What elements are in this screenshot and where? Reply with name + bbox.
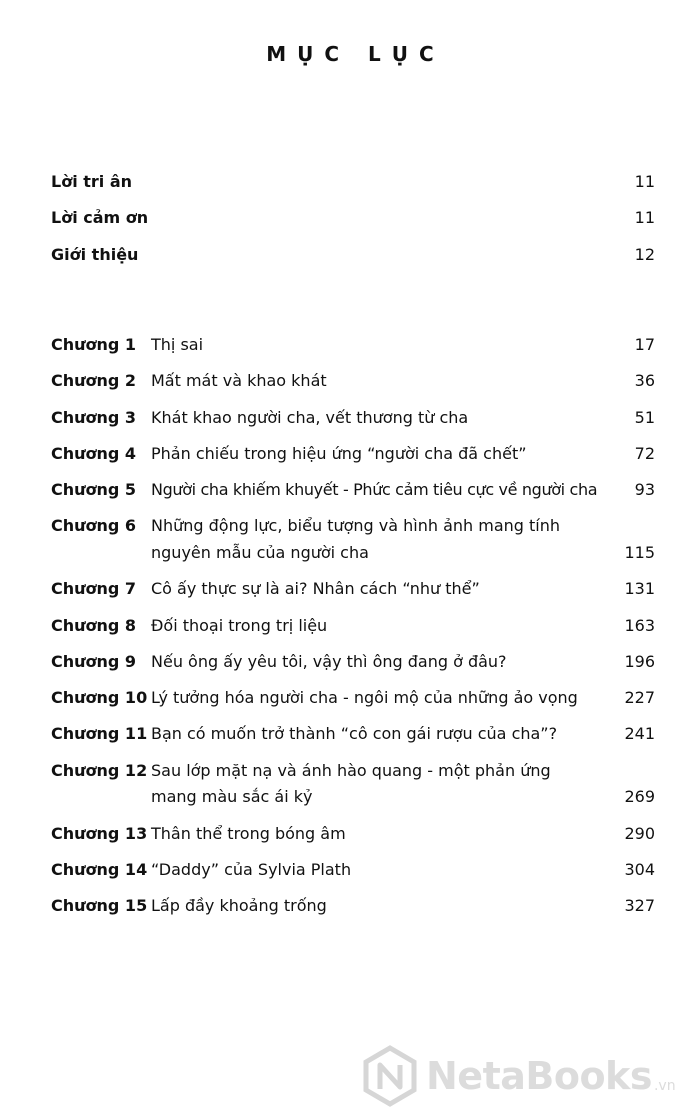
toc-entry-acknowledgment[interactable] — [51, 172, 655, 208]
chapter-label: Chương 1 — [51, 335, 137, 354]
chapter-label: Chương 6 — [51, 516, 137, 536]
chapter-title: Mất mát và khao khát — [151, 371, 327, 391]
toc-entry-introduction[interactable] — [51, 245, 655, 281]
toc-entry-label: Lời cảm ơn — [51, 208, 149, 228]
chapter-label: Chương 7 — [51, 579, 137, 599]
toc-entry-chapter-10[interactable] — [51, 685, 655, 712]
watermark-brand: NetaBooks — [426, 1054, 652, 1098]
front-matter-list — [51, 172, 655, 281]
chapter-page: 163 — [624, 615, 655, 635]
toc-entry-chapter-7[interactable] — [51, 576, 655, 603]
netabooks-watermark — [362, 1040, 676, 1112]
chapter-label: Chương 8 — [51, 615, 137, 635]
chapter-label: Chương 2 — [51, 371, 137, 391]
chapter-label: Chương 3 — [51, 407, 137, 427]
chapter-page: 51 — [634, 407, 655, 427]
chapter-title: Bạn có muốn trở thành “cô con gái rượu của cha”? — [151, 724, 558, 744]
chapter-label: Chương 10 — [51, 688, 148, 708]
chapter-title: Những động lực, biểu tượng và hình ảnh mang tính nguyên mẫu của người cha — [151, 516, 561, 562]
chapter-title: Đối thoại trong trị liệu — [151, 615, 328, 635]
chapter-title: Sau lớp mặt nạ và ánh hào quang - một phản ứng mang màu sắc ái kỷ — [151, 760, 551, 807]
chapter-page: 227 — [624, 688, 655, 708]
chapter-page: 290 — [624, 823, 655, 843]
chapter-title: Lý tưởng hóa người cha - ngôi mộ của những ảo vọng — [151, 688, 578, 708]
toc-entry-chapter-14[interactable] — [51, 857, 655, 884]
toc-entry-chapter-4[interactable] — [51, 441, 655, 468]
chapter-label: Chương 4 — [51, 443, 137, 463]
chapter-title: Người cha khiếm khuyết - Phức cảm tiêu cực về người cha — [151, 480, 598, 500]
chapter-title: “Daddy” của Sylvia Plath — [151, 859, 352, 879]
chapter-title: Lấp đầy khoảng trống — [151, 896, 327, 916]
watermark-suffix: .vn — [653, 1078, 676, 1094]
toc-entry-chapter-3[interactable] — [51, 405, 655, 432]
chapter-label: Chương 12 — [51, 760, 148, 780]
chapter-page: 327 — [624, 896, 655, 916]
chapter-page: 241 — [624, 724, 655, 744]
toc-entry-chapter-5[interactable] — [51, 477, 655, 504]
page-title: MỤC LỤC — [266, 42, 445, 66]
chapter-page: 72 — [634, 443, 655, 463]
chapter-label: Chương 5 — [51, 480, 137, 500]
chapter-title: Khát khao người cha, vết thương từ cha — [151, 407, 469, 427]
chapter-title: Phản chiếu trong hiệu ứng “người cha đã chết” — [151, 443, 527, 463]
chapter-title: Thị sai — [151, 335, 204, 354]
toc-entry-chapter-11[interactable] — [51, 721, 655, 748]
toc-entry-thanks[interactable] — [51, 208, 655, 244]
chapter-label: Chương 13 — [51, 823, 148, 843]
toc-entry-chapter-12[interactable] — [51, 758, 655, 811]
toc-entry-page: 11 — [634, 172, 655, 191]
chapter-label: Chương 14 — [51, 859, 148, 879]
toc-entry-chapter-1[interactable] — [51, 332, 655, 359]
chapter-page: 196 — [624, 651, 655, 671]
chapter-title: Cô ấy thực sự là ai? Nhân cách “như thể” — [151, 579, 480, 599]
toc-entry-page: 12 — [634, 244, 655, 264]
toc-entry-chapter-13[interactable] — [51, 821, 655, 848]
chapter-page: 17 — [634, 335, 655, 354]
toc-entry-chapter-8[interactable] — [51, 613, 655, 640]
chapter-label: Chương 9 — [51, 651, 137, 671]
chapter-label: Chương 15 — [51, 896, 148, 916]
chapter-page: 131 — [624, 579, 655, 599]
toc-entry-label: Giới thiệu — [51, 244, 139, 264]
chapter-page: 93 — [634, 480, 655, 500]
toc-entry-chapter-9[interactable] — [51, 649, 655, 676]
chapter-title: Thân thể trong bóng âm — [151, 823, 346, 843]
netabooks-logo-icon — [362, 1045, 418, 1107]
toc-entry-label: Lời tri ân — [51, 172, 133, 191]
chapter-page: 304 — [624, 859, 655, 879]
chapter-page: 115 — [624, 542, 655, 562]
chapter-page: 269 — [624, 787, 655, 807]
toc-entry-page: 11 — [634, 208, 655, 228]
toc-entry-chapter-15[interactable] — [51, 893, 655, 920]
chapter-list — [51, 332, 655, 929]
toc-entry-chapter-6[interactable] — [51, 513, 655, 566]
chapter-title: Nếu ông ấy yêu tôi, vậy thì ông đang ở đâu? — [151, 651, 507, 671]
chapter-label: Chương 11 — [51, 724, 148, 744]
toc-entry-chapter-2[interactable] — [51, 368, 655, 395]
chapter-page: 36 — [634, 371, 655, 391]
